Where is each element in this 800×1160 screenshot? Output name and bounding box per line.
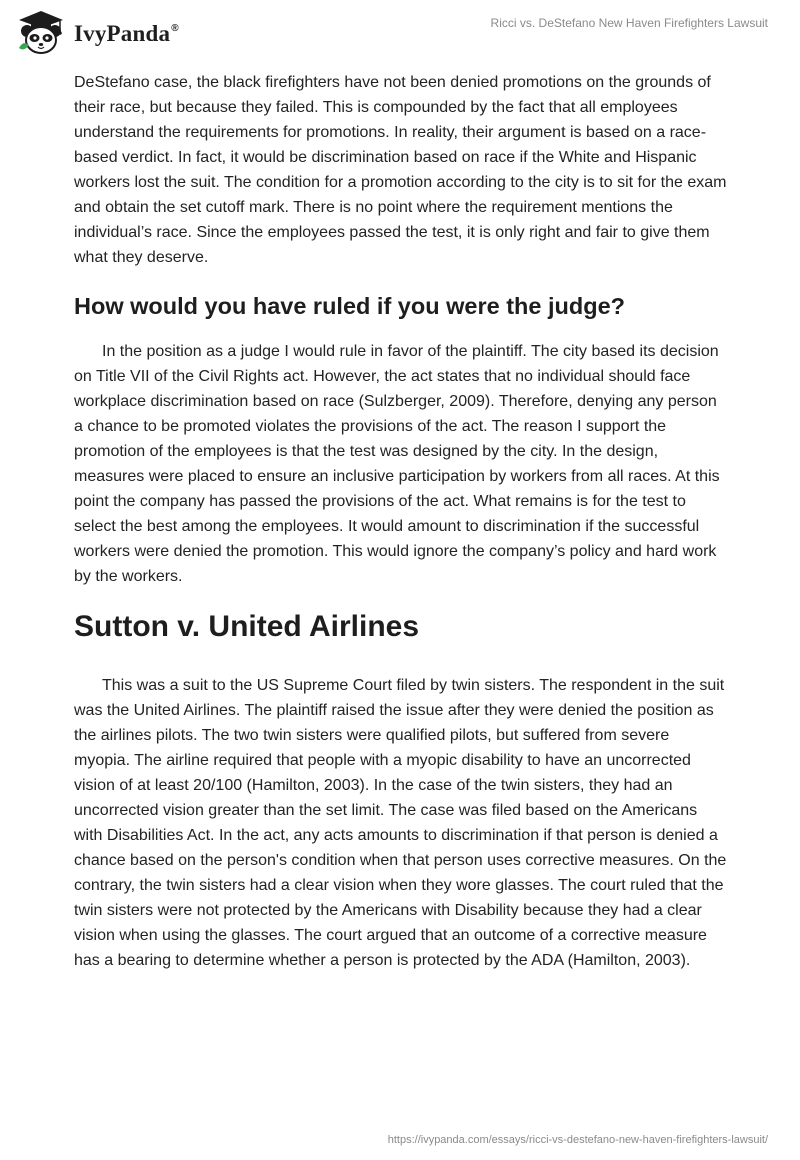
ivypanda-logo[interactable] xyxy=(16,10,179,56)
registered-mark: ® xyxy=(171,23,179,34)
essay-content xyxy=(74,70,728,973)
brand-name: IvyPanda® xyxy=(74,21,179,46)
paragraph-intro: DeStefano case, the black firefighters have not been denied promotions on the grounds of their race, but because they failed. This is compounded by the fact that all employees understand the requirements for promotions. In reality, their argument is based on a race-based verdict. In fact, it would be discrimination based on race if the White and Hispanic workers lost the suit. The condition for a promotion according to the city is to sit for the exam and obtain the set cutoff mark. There is no point where the requirement mentions the individual’s race. Since the employees passed the test, it is only right and fair to give them what they deserve. xyxy=(74,74,727,266)
paragraph-judge-ruling: In the position as a judge I would rule in favor of the plaintiff. The city based its decision on Title VII of the Civil Rights act. However, the act states that no individual should face workplace discrimination based on race (Sulzberger, 2009). Therefore, denying any person a chance to be promoted violates the provisions of the act. The reason I support the promotion of the employees is that the test was designed by the city. In the design, measures were placed to ensure an inclusive participation by workers from all races. At this point the company has passed the provisions of the act. What remains is for the test to select the best among the employees. It would amount to discrimination if the successful workers were denied the promotion. This would ignore the company’s policy and hard work by the workers. xyxy=(74,343,720,585)
panda-graduate-icon xyxy=(16,10,66,56)
page-header xyxy=(0,0,800,64)
paragraph-sutton: This was a suit to the US Supreme Court filed by twin sisters. The respondent in the suit was the United Airlines. The plaintiff raised the issue after they were denied the position as the airlines pilots. The two twin sisters were qualified pilots, but suffered from severe myopia. The airline required that people with a myopic disability to have an uncorrected vision of at least 20/100 (Hamilton, 2003). In the case of the twin sisters, they had an uncorrected vision greater than the set limit. The case was filed based on the Americans with Disabilities Act. In the act, any acts amounts to discrimination if that person is denied a chance based on the person's condition when that person uses corrective measures. On the contrary, the twin sisters had a clear vision when they wore glasses. The court ruled that the twin sisters were not protected by the Americans with Disability because they had a clear vision when using the glasses. The court argued that an outcome of a corrective measure has a bearing to determine whether a person is protected by the ADA (Hamilton, 2003). xyxy=(74,677,727,969)
heading-sutton: Sutton v. United Airlines xyxy=(74,610,420,643)
source-url[interactable]: https://ivypanda.com/essays/ricci-vs-destefano-new-haven-firefighters-lawsuit/ xyxy=(387,1134,768,1146)
document-title: Ricci vs. DeStefano New Haven Firefighters Lawsuit xyxy=(490,16,768,30)
heading-judge-ruling: How would you have ruled if you were the judge? xyxy=(74,293,625,319)
